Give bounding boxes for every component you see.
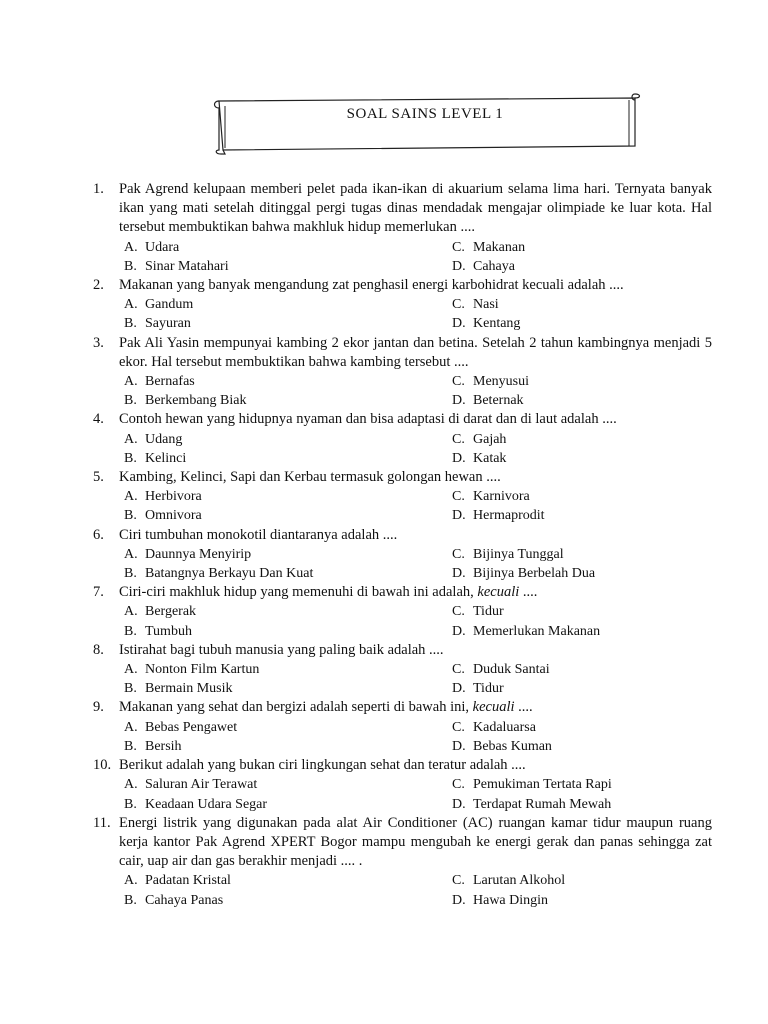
answer-option	[124, 238, 452, 257]
answer-option	[452, 391, 752, 410]
option-label: D.	[452, 566, 466, 582]
question-text	[119, 756, 712, 775]
option-label: C.	[452, 239, 465, 255]
question-item	[0, 583, 768, 641]
option-label: D.	[452, 623, 466, 639]
option-text: Menyusui	[473, 374, 529, 390]
option-label: A.	[124, 719, 138, 735]
answer-option	[452, 679, 752, 698]
question-number: 11.	[93, 814, 111, 831]
option-text: Udang	[145, 431, 183, 447]
option-text: Herbivora	[145, 489, 202, 505]
option-label: A.	[124, 489, 138, 505]
question-body: Ciri tumbuhan monokotil diantaranya adalah ....	[119, 526, 398, 543]
option-text: Kelinci	[145, 450, 187, 466]
option-label: D.	[452, 450, 466, 466]
option-text: Saluran Air Terawat	[145, 777, 258, 793]
option-text: Tidur	[473, 681, 504, 697]
answer-option	[452, 622, 752, 641]
answer-option	[452, 487, 752, 506]
answer-option	[124, 295, 452, 314]
answer-options	[124, 660, 768, 698]
option-label: D.	[452, 508, 466, 524]
answer-option	[452, 257, 752, 276]
scroll-banner-icon	[211, 92, 641, 156]
option-label: B.	[124, 258, 137, 274]
question-number: 3.	[93, 334, 104, 351]
option-text: Duduk Santai	[473, 662, 550, 678]
option-label: B.	[124, 623, 137, 639]
answer-option	[124, 545, 452, 564]
question-body: Makanan yang sehat dan bergizi adalah seperti di bawah ini,	[119, 699, 470, 716]
option-text: Bernafas	[145, 374, 195, 390]
option-text: Batangnya Berkayu Dan Kuat	[145, 566, 314, 582]
answer-option	[452, 506, 752, 525]
question-number: 2.	[93, 277, 104, 294]
question-item	[0, 641, 768, 699]
question-number: 7.	[93, 584, 104, 601]
answer-option	[124, 718, 452, 737]
answer-option	[452, 372, 752, 391]
answer-option	[452, 660, 752, 679]
answer-option	[124, 795, 452, 814]
answer-option	[124, 660, 452, 679]
question-item	[0, 526, 768, 584]
option-text: Daunnya Menyirip	[145, 546, 252, 562]
option-text: Sinar Matahari	[145, 258, 229, 274]
option-label: C.	[452, 374, 465, 390]
question-body: Energi listrik yang digunakan pada alat Air Conditioner (AC) ruangan kamar tidur maupun ruang kerja kantor Pak Agrend XPERT Bogor mampu mengubah ke energi gerak dan panas sehingga zat cair, uap air dan gas berakhir menjadi .... .	[119, 814, 712, 870]
answer-option	[124, 372, 452, 391]
option-label: B.	[124, 393, 137, 409]
question-body: Pak Agrend kelupaan memberi pelet pada ikan-ikan di akuarium selama lima hari. Ternyata banyak ikan yang mati setelah ditinggal pergi tugas dinas mendadak mengajar olimpiade ke luar kota. Hal tersebut membuktikan bahwa makhluk hidup memerlukan ....	[119, 181, 712, 236]
option-text: Bergerak	[145, 604, 197, 620]
option-text: Gajah	[473, 431, 507, 447]
answer-option	[124, 891, 452, 910]
question-text	[119, 698, 712, 717]
option-text: Beternak	[473, 393, 524, 409]
question-body: Contoh hewan yang hidupnya nyaman dan bisa adaptasi di darat dan di laut adalah ....	[119, 411, 617, 428]
answer-option	[124, 391, 452, 410]
option-label: B.	[124, 316, 137, 332]
option-label: A.	[124, 662, 138, 678]
option-label: D.	[452, 796, 466, 812]
option-text: Memerlukan Makanan	[473, 623, 601, 639]
kecuali-emphasis: kecuali	[472, 699, 515, 716]
option-text: Tumbuh	[145, 623, 192, 639]
option-label: C.	[452, 662, 465, 678]
answer-options	[124, 545, 768, 583]
answer-option	[452, 545, 752, 564]
answer-option	[452, 737, 752, 756]
option-text: Bebas Pengawet	[145, 719, 238, 735]
option-text: Hawa Dingin	[473, 892, 549, 908]
option-text: Gandum	[145, 297, 194, 313]
answer-options	[124, 718, 768, 756]
answer-option	[452, 795, 752, 814]
question-text	[119, 814, 712, 872]
option-label: B.	[124, 508, 137, 524]
answer-option	[124, 622, 452, 641]
question-item	[0, 334, 768, 411]
option-text: Berkembang Biak	[145, 393, 247, 409]
kecuali-emphasis: kecuali	[477, 584, 520, 601]
option-label: A.	[124, 431, 138, 447]
answer-option	[452, 449, 752, 468]
answer-option	[124, 506, 452, 525]
answer-option	[452, 871, 752, 890]
question-text	[119, 526, 712, 545]
option-label: A.	[124, 297, 138, 313]
answer-option	[452, 602, 752, 621]
question-body: Kambing, Kelinci, Sapi dan Kerbau termasuk golongan hewan ....	[119, 469, 501, 486]
answer-option	[452, 775, 752, 794]
option-text: Makanan	[473, 239, 526, 255]
option-label: D.	[452, 316, 466, 332]
question-text	[119, 180, 712, 238]
option-text: Udara	[145, 239, 180, 255]
answer-option	[452, 238, 752, 257]
question-tail: ....	[514, 699, 533, 716]
option-text: Bijinya Tunggal	[473, 546, 564, 562]
question-list	[0, 180, 768, 910]
option-label: C.	[452, 873, 465, 889]
option-label: C.	[452, 604, 465, 620]
question-item	[0, 410, 768, 468]
answer-option	[452, 314, 752, 333]
option-text: Cahaya Panas	[145, 892, 224, 908]
question-text	[119, 410, 712, 429]
page-title: SOAL SAINS LEVEL 1	[346, 106, 504, 122]
answer-option	[452, 564, 752, 583]
option-label: C.	[452, 719, 465, 735]
question-item	[0, 180, 768, 276]
option-label: A.	[124, 873, 138, 889]
answer-option	[452, 430, 752, 449]
option-label: A.	[124, 546, 138, 562]
question-text	[119, 334, 712, 372]
option-label: B.	[124, 681, 137, 697]
answer-options	[124, 238, 768, 276]
option-label: B.	[124, 566, 137, 582]
option-label: C.	[452, 777, 465, 793]
answer-options	[124, 295, 768, 333]
option-text: Keadaan Udara Segar	[145, 796, 268, 812]
question-number: 8.	[93, 641, 104, 658]
option-label: D.	[452, 681, 466, 697]
answer-option	[124, 602, 452, 621]
answer-option	[124, 449, 452, 468]
option-label: C.	[452, 431, 465, 447]
option-text: Pemukiman Tertata Rapi	[473, 777, 612, 793]
option-text: Katak	[473, 450, 507, 466]
answer-option	[452, 718, 752, 737]
option-text: Tidur	[473, 604, 504, 620]
option-text: Kadaluarsa	[473, 719, 536, 735]
question-number: 6.	[93, 526, 104, 543]
answer-option	[452, 891, 752, 910]
option-text: Bermain Musik	[145, 681, 233, 697]
question-body: Istirahat bagi tubuh manusia yang paling baik adalah ....	[119, 641, 444, 658]
option-label: D.	[452, 258, 466, 274]
option-label: A.	[124, 374, 138, 390]
option-text: Terdapat Rumah Mewah	[473, 796, 612, 812]
option-text: Larutan Alkohol	[473, 873, 566, 889]
answer-option	[452, 295, 752, 314]
question-item	[0, 276, 768, 334]
option-label: B.	[124, 892, 137, 908]
question-number: 5.	[93, 469, 104, 486]
option-text: Omnivora	[145, 508, 202, 524]
answer-options	[124, 775, 768, 813]
option-text: Bersih	[145, 738, 182, 754]
answer-options	[124, 372, 768, 410]
option-label: B.	[124, 796, 137, 812]
question-number: 9.	[93, 699, 104, 716]
question-text	[119, 468, 712, 487]
option-label: B.	[124, 450, 137, 466]
answer-option	[124, 564, 452, 583]
option-text: Hermaprodit	[473, 508, 545, 524]
question-item	[0, 468, 768, 526]
option-label: D.	[452, 892, 466, 908]
question-item	[0, 756, 768, 814]
question-text	[119, 276, 712, 295]
option-text: Nonton Film Kartun	[145, 662, 260, 678]
option-label: C.	[452, 546, 465, 562]
option-label: A.	[124, 239, 138, 255]
option-text: Cahaya	[473, 258, 515, 274]
option-label: D.	[452, 738, 466, 754]
question-number: 1.	[93, 181, 104, 197]
question-number: 10.	[93, 757, 112, 774]
option-text: Sayuran	[145, 316, 191, 332]
question-tail: ....	[519, 584, 538, 601]
option-text: Bebas Kuman	[473, 738, 552, 754]
question-body: Makanan yang banyak mengandung zat penghasil energi karbohidrat kecuali adalah ....	[119, 277, 624, 294]
question-item	[0, 814, 768, 910]
option-label: C.	[452, 297, 465, 313]
question-body: Pak Ali Yasin mempunyai kambing 2 ekor jantan dan betina. Setelah 2 tahun kambingnya menjadi 5 ekor. Hal tersebut membuktikan bahwa kambing tersebut ....	[119, 334, 712, 370]
question-item	[0, 698, 768, 756]
answer-options	[124, 487, 768, 525]
question-text	[119, 641, 712, 660]
title-scroll-banner	[211, 92, 639, 154]
option-label: B.	[124, 738, 137, 754]
option-label: D.	[452, 393, 466, 409]
answer-option	[124, 487, 452, 506]
option-text: Karnivora	[473, 489, 530, 505]
question-number: 4.	[93, 411, 104, 428]
answer-options	[124, 430, 768, 468]
option-text: Bijinya Berbelah Dua	[473, 566, 596, 582]
answer-options	[124, 871, 768, 909]
question-text	[119, 583, 712, 602]
answer-option	[124, 257, 452, 276]
answer-option	[124, 775, 452, 794]
answer-option	[124, 314, 452, 333]
option-label: C.	[452, 489, 465, 505]
option-text: Nasi	[473, 297, 499, 313]
answer-option	[124, 737, 452, 756]
answer-option	[124, 679, 452, 698]
option-text: Padatan Kristal	[145, 873, 231, 889]
answer-option	[124, 430, 452, 449]
answer-options	[124, 602, 768, 640]
option-text: Kentang	[473, 316, 521, 332]
option-label: A.	[124, 777, 138, 793]
question-body: Ciri-ciri makhluk hidup yang memenuhi di bawah ini adalah,	[119, 584, 474, 601]
answer-option	[124, 871, 452, 890]
question-body: Berikut adalah yang bukan ciri lingkungan sehat dan teratur adalah ....	[119, 757, 526, 774]
option-label: A.	[124, 604, 138, 620]
